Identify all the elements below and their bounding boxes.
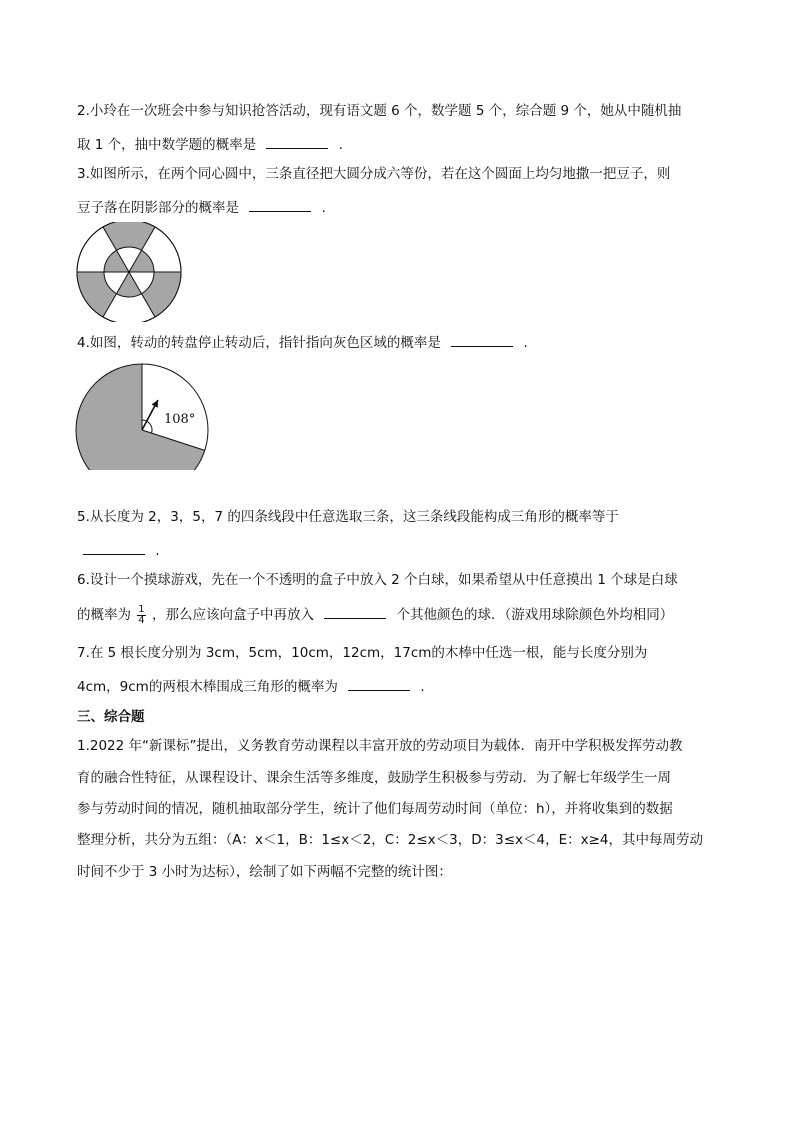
spinner-figure <box>74 360 214 470</box>
p1-line-2: 育的融合性特征，从课程设计、课余生活等多维度，鼓励学生积极参与劳动．为了解七年级学生一周 <box>77 770 671 786</box>
q7-text: 4cm，9cm的两根木棒围成三角形的概率为 <box>77 679 338 695</box>
concentric-circles-figure <box>74 222 186 322</box>
q6-fraction-denominator: 4 <box>138 614 145 626</box>
p1-line-3: 参与劳动时间的情况，随机抽取部分学生，统计了他们每周劳动时间（单位：h），并将收集到的数据 <box>77 801 673 817</box>
q6-text-mid: ，那么应该向盒子中再放入 <box>151 607 314 623</box>
q7-line-1: 7.在 5 根长度分别为 3cm，5cm，10cm，12cm，17cm的木棒中任选一根，能与长度分别为 <box>77 645 648 661</box>
q5-period: . <box>155 543 160 559</box>
q5-answer-blank[interactable] <box>83 539 145 555</box>
q5-line-2 <box>77 539 160 561</box>
q6-answer-blank[interactable] <box>324 603 386 619</box>
q2-period: . <box>338 137 344 153</box>
q3-line-1: 3.如图所示，在两个同心圆中，三条直径把大圆分成六等份，若在这个圆面上均匀地撒一把豆子，则 <box>77 166 671 182</box>
q3-text: 豆子落在阴影部分的概率是 <box>77 200 239 216</box>
q4-line-1 <box>77 331 528 353</box>
q6-text-post: 个其他颜色的球．（游戏用球除颜色外均相同） <box>396 607 674 623</box>
q6-line-2 <box>77 603 673 626</box>
p1-line-4: 整理分析，共分为五组：（A：x＜1，B：1≤x＜2，C：2≤x＜3，D：3≤x＜4，E：x≥4，其中每周劳动 <box>77 832 704 848</box>
q2-line-1: 2.小玲在一次班会中参与知识抢答活动，现有语文题 6 个，数学题 5 个，综合题 9 个，她从中随机抽 <box>77 103 682 119</box>
q6-fraction <box>137 605 145 626</box>
q3-answer-blank[interactable] <box>249 196 311 212</box>
spinner-angle-label: 108° <box>164 412 196 427</box>
q6-fraction-numerator: 1 <box>138 603 145 615</box>
q7-line-2 <box>77 675 425 697</box>
section-heading: 三、综合题 <box>77 709 145 725</box>
q6-line-1: 6.设计一个摸球游戏，先在一个不透明的盒子中放入 2 个白球，如果希望从中任意摸出 1 个球是白球 <box>77 572 678 588</box>
q4-text: 4.如图，转动的转盘停止转动后，指针指向灰色区域的概率是 <box>77 335 441 351</box>
q2-line-2 <box>77 133 343 155</box>
q5-line-1: 5.从长度为 2，3，5，7 的四条线段中任意选取三条，这三条线段能构成三角形的概率等于 <box>77 509 619 525</box>
q3-line-2 <box>77 196 326 218</box>
q2-answer-blank[interactable] <box>266 133 328 149</box>
p1-line-5: 时间不少于 3 小时为达标），绘制了如下两幅不完整的统计图： <box>77 864 452 880</box>
q3-period: . <box>321 200 326 216</box>
q2-text: 取 1 个，抽中数学题的概率是 <box>77 137 257 153</box>
p1-line-1: 1.2022 年“新课标”提出，义务教育劳动课程以丰富开放的劳动项目为载体．南开中学积极发挥劳动教 <box>77 738 683 754</box>
q4-period: . <box>523 335 528 351</box>
q7-period: . <box>420 679 425 695</box>
q6-text-pre: 的概率为 <box>77 607 131 623</box>
q7-answer-blank[interactable] <box>348 675 410 691</box>
q4-answer-blank[interactable] <box>451 331 513 347</box>
